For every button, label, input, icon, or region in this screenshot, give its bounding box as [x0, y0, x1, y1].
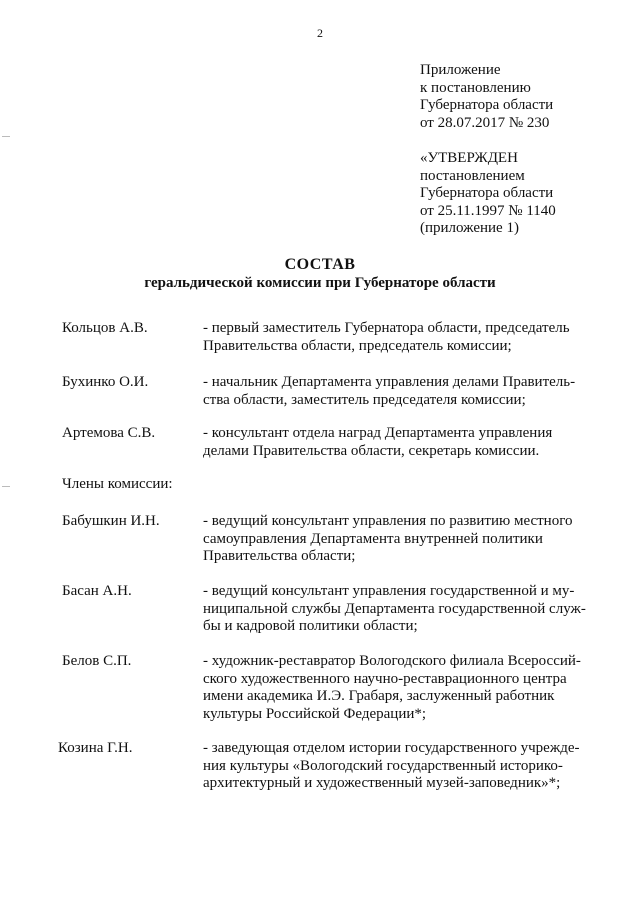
- approved-line: Губернатора области: [420, 185, 554, 202]
- role-line: ниципальной службы Департамента государственной служ-: [203, 600, 586, 617]
- member-role: [203, 513, 603, 566]
- member-role: [203, 583, 603, 636]
- role-line: - начальник Департамента управления делами Правитель-: [203, 374, 576, 390]
- title-line-1: СОСТАВ: [284, 256, 356, 273]
- role-line: - первый заместитель Губернатора области, председатель: [203, 320, 570, 336]
- member-name: Басан А.Н.: [62, 583, 132, 599]
- page-number: 2: [317, 26, 323, 40]
- approved-line: постановлением: [420, 167, 525, 184]
- approved-block: [420, 150, 635, 238]
- member-name: Козина Г.Н.: [58, 740, 133, 756]
- scan-edge-mark: [2, 486, 10, 487]
- appendix-line: Губернатора области: [420, 97, 554, 114]
- member-name: Белов С.П.: [62, 653, 132, 669]
- role-line: делами Правительства области, секретарь комиссии.: [203, 442, 540, 459]
- appendix-line: Приложение: [420, 62, 501, 78]
- role-line: имени академика И.Э. Грабаря, заслуженный работник: [203, 688, 555, 704]
- role-line: - художник-реставратор Вологодского филиала Всероссий-: [203, 653, 581, 669]
- approved-line: «УТВЕРЖДЕН: [420, 150, 518, 166]
- member-role: [203, 374, 603, 409]
- role-line: ния культуры «Вологодский государственный историко-: [203, 757, 563, 774]
- title-line-2: геральдической комиссии при Губернаторе области: [144, 275, 496, 291]
- member-role: [203, 425, 603, 460]
- role-line: - ведущий консультант управления по развитию местного: [203, 513, 573, 529]
- role-line: - заведующая отделом истории государственного учрежде-: [203, 740, 580, 756]
- role-line: бы и кадровой политики области;: [203, 618, 418, 634]
- member-name: Бабушкин И.Н.: [62, 513, 160, 529]
- role-line: Правительства области;: [203, 548, 356, 564]
- approved-line: (приложение 1): [420, 220, 519, 237]
- appendix-line: от 28.07.2017 № 230: [420, 114, 550, 131]
- member-role: [203, 320, 603, 355]
- appendix-block: [420, 62, 635, 132]
- appendix-line: к постановлению: [420, 79, 531, 96]
- member-name: Бухинко О.И.: [62, 374, 149, 390]
- member-role: [203, 740, 603, 793]
- role-line: Правительства области, председатель комиссии;: [203, 337, 512, 354]
- role-line: архитектурный и художественный музей-заповедник»*;: [203, 775, 561, 791]
- member-name: Кольцов А.В.: [62, 320, 148, 336]
- approved-line: от 25.11.1997 № 1140: [420, 202, 556, 219]
- member-role: [203, 653, 603, 723]
- member-name: Артемова С.В.: [62, 425, 156, 441]
- role-line: самоуправления Департамента внутренней политики: [203, 530, 543, 547]
- role-line: - консультант отдела наград Департамента управления: [203, 425, 553, 441]
- scan-edge-mark: [2, 136, 10, 137]
- role-line: - ведущий консультант управления государственной и му-: [203, 583, 575, 599]
- role-line: культуры Российской Федерации*;: [203, 705, 427, 722]
- role-line: ского художественного научно-реставрационного центра: [203, 670, 567, 687]
- role-line: ства области, заместитель председателя комиссии;: [203, 391, 526, 408]
- members-label: Члены комиссии:: [62, 476, 173, 492]
- document-title: [0, 255, 640, 293]
